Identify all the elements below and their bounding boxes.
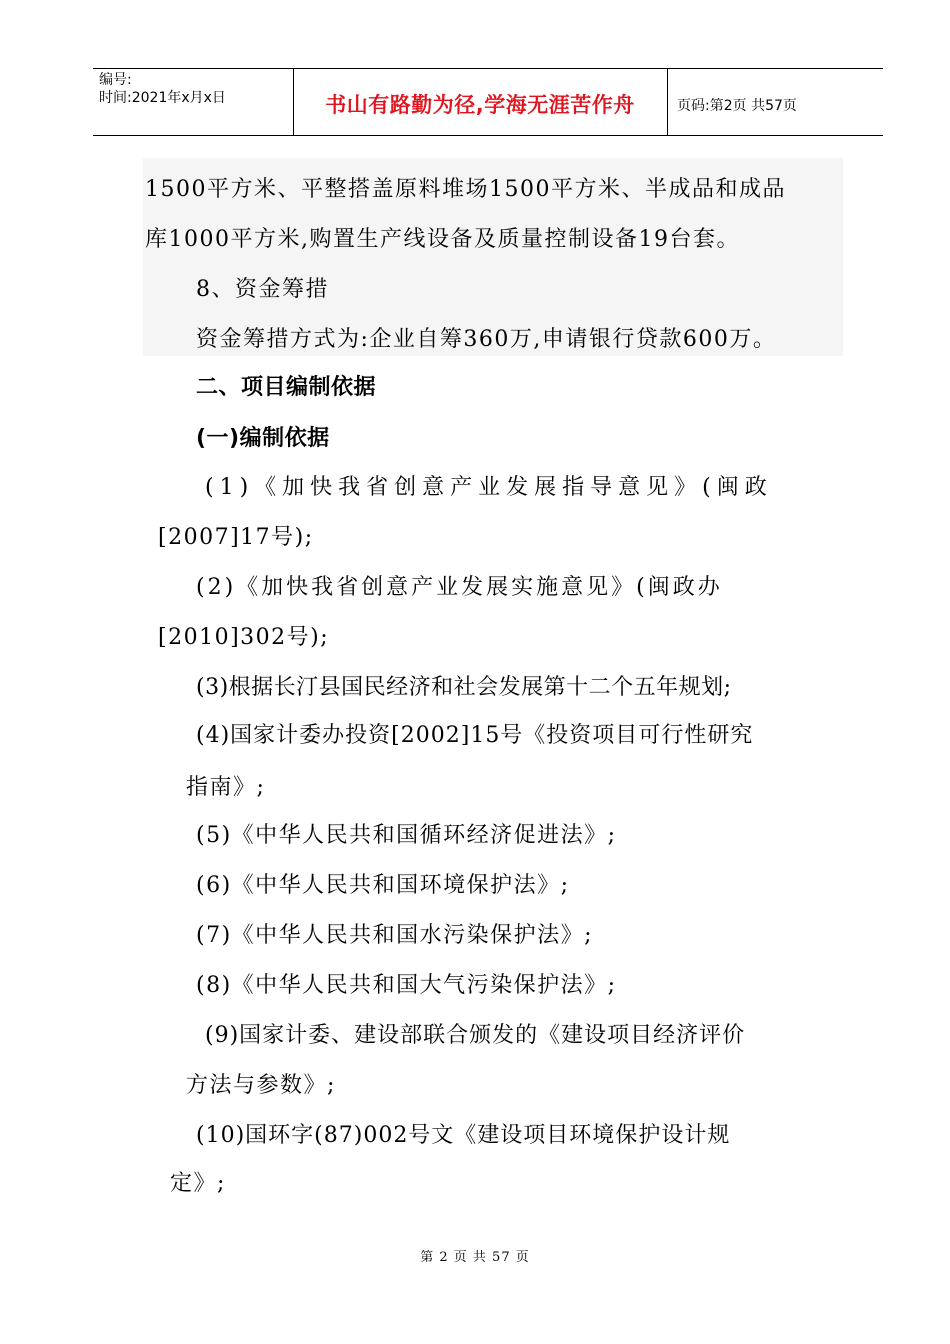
list-item: (9)国家计委、建设部联合颁发的《建设项目经济评价	[205, 1023, 746, 1048]
list-item: (8)《中华人民共和国大气污染保护法》;	[196, 973, 617, 998]
list-item: (3)根据长汀县国民经济和社会发展第十二个五年规划;	[196, 675, 732, 700]
list-item-continuation: [2007]17号);	[158, 525, 314, 550]
header-meta	[99, 71, 226, 107]
header-divider	[667, 69, 668, 135]
document-time-label: 时间:2021年x月x日	[99, 90, 226, 106]
body-paragraph-line: 资金筹措方式为:企业自筹360万,申请银行贷款600万。	[196, 327, 777, 352]
list-item-continuation: 指南》;	[186, 775, 266, 800]
list-item-continuation: 方法与参数》;	[186, 1073, 336, 1098]
list-item: (7)《中华人民共和国水污染保护法》;	[196, 923, 594, 948]
list-item: (1)《加快我省创意产业发展指导意见》(闽政	[205, 475, 773, 500]
list-item: (10)国环字(87)002号文《建设项目环境保护设计规	[196, 1123, 731, 1148]
subsection-heading-1: (一)编制依据	[196, 426, 330, 451]
header-page-info: 页码:第2页 共57页	[677, 98, 797, 114]
list-item: (4)国家计委办投资[2002]15号《投资项目可行性研究	[196, 723, 754, 748]
page-header	[93, 68, 883, 136]
section-heading-8: 8、资金筹措	[196, 277, 329, 302]
list-item-continuation: 定》;	[170, 1171, 226, 1196]
list-item-continuation: [2010]302号);	[158, 625, 330, 650]
list-item: (2)《加快我省创意产业发展实施意见》(闽政办	[196, 575, 723, 600]
section-heading-2: 二、项目编制依据	[196, 375, 377, 400]
page-footer: 第 2 页 共 57 页	[420, 1250, 530, 1265]
body-paragraph-line: 库1000平方米,购置生产线设备及质量控制设备19台套。	[145, 227, 740, 252]
body-paragraph-line: 1500平方米、平整搭盖原料堆场1500平方米、半成品和成品	[145, 177, 786, 202]
list-item: (6)《中华人民共和国环境保护法》;	[196, 873, 570, 898]
header-motto: 书山有路勤为径,学海无涯苦作舟	[325, 93, 635, 117]
list-item: (5)《中华人民共和国循环经济促进法》;	[196, 823, 617, 848]
document-number-label: 编号:	[99, 72, 132, 88]
